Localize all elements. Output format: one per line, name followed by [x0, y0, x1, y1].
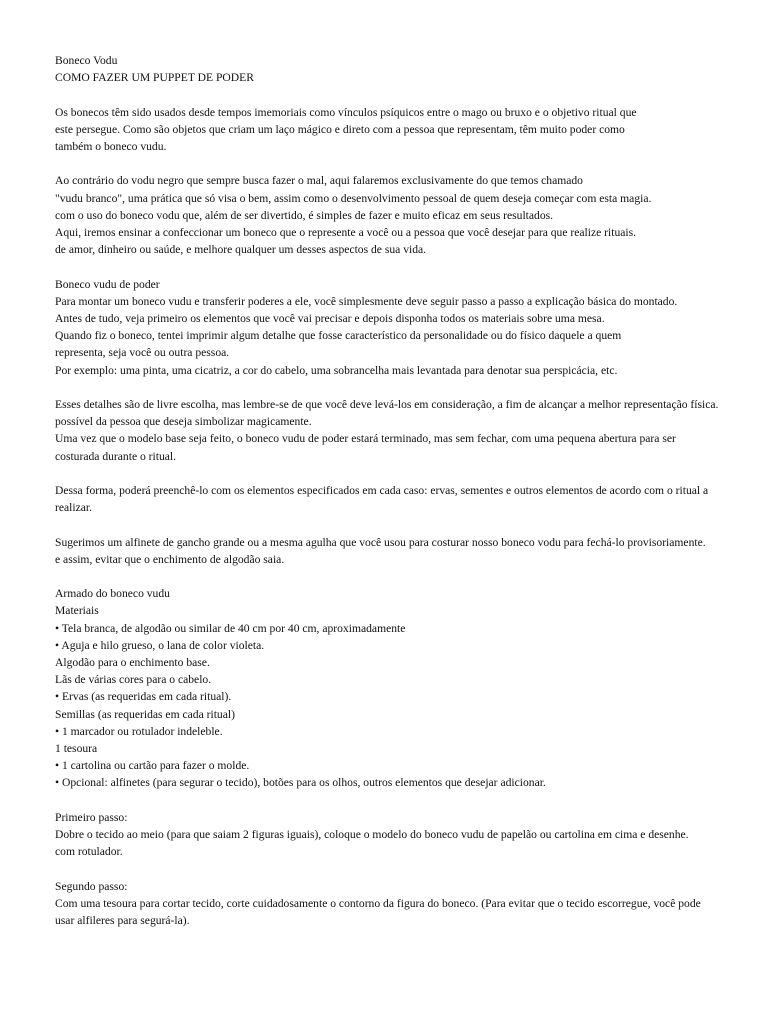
text-line: Sugerimos um alfinete de gancho grande ou a mesma agulha que você usou para costurar nosso boneco vodu para fechá-lo provisoriamente. — [55, 535, 706, 549]
text-line: também o boneco vudu. — [55, 140, 167, 153]
text-line: realizar. — [55, 501, 93, 515]
text-line: Primeiro passo: — [55, 810, 128, 824]
text-line: "vudu branco", uma prática que só visa o bem, assim como o desenvolvimento pessoal de quem deseja começar com esta magia. — [55, 191, 652, 205]
document-body — [55, 104, 760, 930]
text-line: Esses detalhes são de livre escolha, mas lembre-se de que você deve levá-los em consideração, a fim de alcançar a melhor representação física. — [55, 398, 719, 411]
text-line: Com uma tesoura para cortar tecido, corte cuidadosamente o contorno da figura do boneco. (Para evitar que o tecido escorregue, você pode — [55, 896, 701, 910]
text-line: com o uso do boneco vodu que, além de ser divertido, é simples de fazer e muito eficaz em seus resultados. — [55, 208, 554, 222]
text-line: Para montar um boneco vudu e transferir poderes a ele, você simplesmente deve seguir passo a passo a explicação básica do montado. — [55, 294, 678, 308]
text-line: com rotulador. — [55, 845, 123, 859]
text-line: Ao contrário do vodu negro que sempre busca fazer o mal, aqui falaremos exclusivamente do que temos chamado — [55, 174, 583, 188]
text-line: • 1 cartolina ou cartão para fazer o molde. — [55, 759, 250, 773]
text-line: Os bonecos têm sido usados desde tempos imemoriais como vínculos psíquicos entre o mago ou bruxo e o objetivo ritual que — [55, 105, 637, 119]
paragraph-gap — [55, 465, 760, 482]
text-line: Dessa forma, poderá preenchê-lo com os elementos especificados em cada caso: ervas, sementes e outros elementos de acordo com o ritual a — [55, 484, 709, 497]
text-line: Boneco vudu de poder — [55, 277, 160, 291]
text-line: representa, seja você ou outra pessoa. — [55, 346, 230, 360]
paragraph — [55, 809, 760, 861]
paragraph — [55, 534, 760, 568]
paragraph — [55, 276, 760, 379]
text-line: e assim, evitar que o enchimento de algodão saia. — [55, 552, 285, 566]
text-line: possível da pessoa que deseja simbolizar magicamente. — [55, 415, 312, 429]
text-line: de amor, dinheiro ou saúde, e melhore qualquer um desses aspectos de sua vida. — [55, 243, 427, 257]
text-line: Lãs de várias cores para o cabelo. — [55, 673, 212, 687]
document-title: Boneco Vodu — [55, 54, 118, 67]
paragraph — [55, 396, 760, 465]
document-page — [55, 52, 760, 929]
text-line: • Aguja e hilo grueso, o lana de color violeta. — [55, 638, 265, 652]
text-line: Materiais — [55, 604, 99, 618]
paragraph-gap — [55, 516, 760, 533]
paragraph-gap — [55, 860, 760, 877]
paragraph-gap — [55, 258, 760, 275]
text-line: • Tela branca, de algodão ou similar de 40 cm por 40 cm, aproximadamente — [55, 621, 406, 635]
text-line: Segundo passo: — [55, 879, 128, 893]
text-line: Semillas (as requeridas em cada ritual) — [55, 707, 235, 721]
text-line: Antes de tudo, veja primeiro os elementos que você vai precisar e depois disponha todos os materiais sobre uma mesa. — [55, 312, 605, 325]
paragraph — [55, 104, 760, 156]
paragraph-gap — [55, 379, 760, 396]
paragraph-gap — [55, 792, 760, 809]
text-line: Por exemplo: uma pinta, uma cicatriz, a cor do cabelo, uma sobrancelha mais levantada para denotar sua perspicácia, etc. — [55, 363, 618, 377]
text-line: costurada durante o ritual. — [55, 449, 177, 463]
paragraph-gap — [55, 155, 760, 172]
document-subtitle: COMO FAZER UM PUPPET DE PODER — [55, 71, 254, 85]
paragraph — [55, 482, 760, 516]
text-line: • Opcional: alfinetes (para segurar o tecido), botões para os olhos, outros elementos que desejar adicionar. — [55, 776, 546, 790]
text-line: Armado do boneco vudu — [55, 587, 170, 601]
text-line: Uma vez que o modelo base seja feito, o boneco vudu de poder estará terminado, mas sem fechar, com uma pequena abertura para ser — [55, 432, 676, 446]
text-line: 1 tesoura — [55, 742, 98, 756]
text-line: usar alfileres para segurá-la). — [55, 914, 190, 928]
paragraph-gap — [55, 568, 760, 585]
paragraph — [55, 172, 760, 258]
text-line: Aqui, iremos ensinar a confeccionar um boneco que o represente a você ou a pessoa que você desejar para que realize rituais. — [55, 226, 637, 239]
paragraph-gap — [55, 86, 760, 103]
text-line: • Ervas (as requeridas em cada ritual). — [55, 690, 232, 704]
paragraph — [55, 585, 760, 791]
text-line: Quando fiz o boneco, tentei imprimir algum detalhe que fosse característico da personalidade ou do físico daquele a quem — [55, 329, 622, 343]
paragraph — [55, 878, 760, 930]
text-line: Dobre o tecido ao meio (para que saiam 2 figuras iguais), coloque o modelo do boneco vudu de papelão ou cartolina em cima e desenhe. — [55, 828, 689, 842]
text-line: • 1 marcador ou rotulador indeleble. — [55, 724, 223, 738]
text-line: este persegue. Como são objetos que criam um laço mágico e direto com a pessoa que representam, têm muito poder como — [55, 122, 625, 136]
text-line: Algodão para o enchimento base. — [55, 656, 210, 669]
